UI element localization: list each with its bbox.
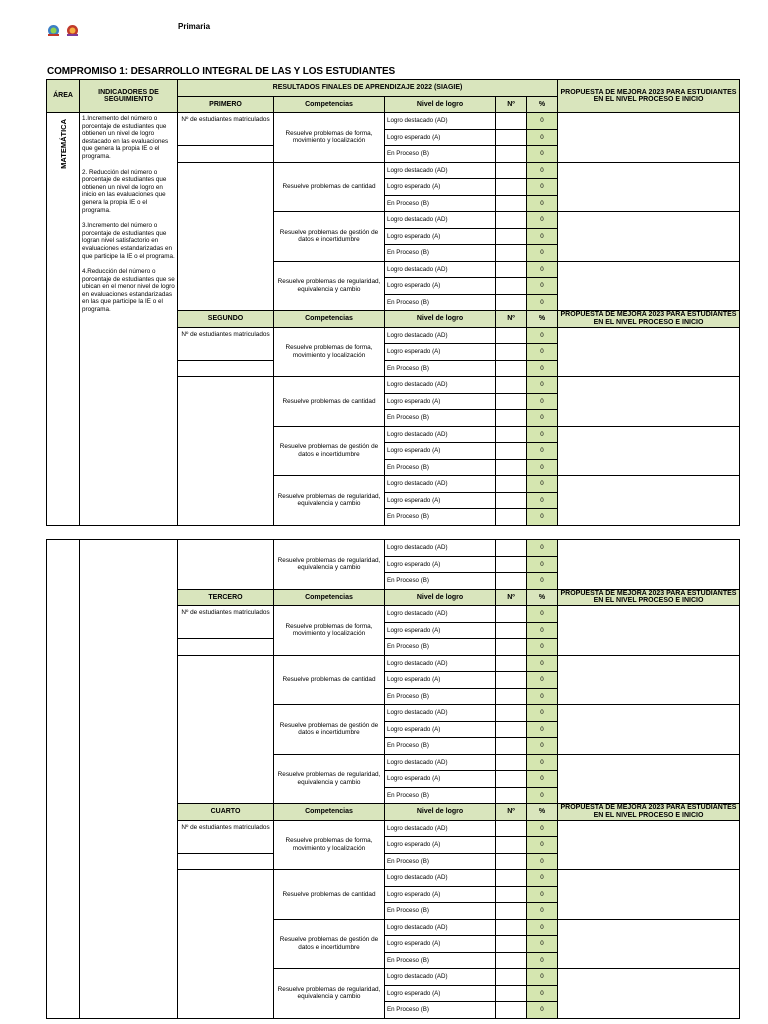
n-header: Nº xyxy=(496,96,527,113)
level-label: En Proceso (B) xyxy=(385,573,496,590)
area-cell xyxy=(47,540,80,1019)
percent-cell: 0 xyxy=(527,129,558,146)
count-cell[interactable] xyxy=(496,573,527,590)
level-label: Logro esperado (A) xyxy=(385,886,496,903)
grade-spacer-cell xyxy=(178,540,274,590)
proposal-cell[interactable] xyxy=(558,919,740,969)
level-label: En Proceso (B) xyxy=(385,410,496,427)
competency-label: Resuelve problemas de regularidad, equivalencia y cambio xyxy=(274,476,385,526)
count-cell[interactable] xyxy=(496,426,527,443)
proposal-header: PROPUESTA DE MEJORA 2023 PARA ESTUDIANTES EN EL NIVEL PROCESO E INICIO xyxy=(558,804,740,821)
level-label: Logro destacado (AD) xyxy=(385,327,496,344)
pct-header: % xyxy=(527,96,558,113)
n-header: Nº xyxy=(496,589,527,606)
count-cell[interactable] xyxy=(496,606,527,623)
count-cell[interactable] xyxy=(496,443,527,460)
count-cell[interactable] xyxy=(496,228,527,245)
competency-label: Resuelve problemas de cantidad xyxy=(274,377,385,427)
level-label: En Proceso (B) xyxy=(385,146,496,163)
count-cell[interactable] xyxy=(496,787,527,804)
school-logo-icon xyxy=(47,24,60,37)
percent-cell: 0 xyxy=(527,787,558,804)
proposal-cell[interactable] xyxy=(558,476,740,526)
enrolled-count-cell[interactable] xyxy=(178,146,274,163)
level-label: Logro destacado (AD) xyxy=(385,606,496,623)
proposal-cell[interactable] xyxy=(558,540,740,590)
count-cell[interactable] xyxy=(496,754,527,771)
percent-cell: 0 xyxy=(527,639,558,656)
count-cell[interactable] xyxy=(496,245,527,262)
percent-cell: 0 xyxy=(527,919,558,936)
percent-cell: 0 xyxy=(527,672,558,689)
nivel-header: Nivel de logro xyxy=(385,311,496,328)
enrolled-count-cell[interactable] xyxy=(178,639,274,656)
table-row xyxy=(47,113,740,130)
level-label: Logro destacado (AD) xyxy=(385,426,496,443)
count-cell[interactable] xyxy=(496,261,527,278)
level-label: Logro esperado (A) xyxy=(385,936,496,953)
count-cell[interactable] xyxy=(496,459,527,476)
level-label: Logro destacado (AD) xyxy=(385,820,496,837)
percent-cell: 0 xyxy=(527,738,558,755)
percent-cell: 0 xyxy=(527,1002,558,1019)
count-cell[interactable] xyxy=(496,113,527,130)
level-label: Logro destacado (AD) xyxy=(385,476,496,493)
competency-label: Resuelve problemas de forma, movimiento y localización xyxy=(274,113,385,163)
percent-cell: 0 xyxy=(527,556,558,573)
level-label: Logro esperado (A) xyxy=(385,837,496,854)
level-label: Logro esperado (A) xyxy=(385,985,496,1002)
enrolled-label: Nº de estudiantes matriculados xyxy=(178,327,274,360)
competencias-header: Competencias xyxy=(274,96,385,113)
competency-label: Resuelve problemas de forma, movimiento y localización xyxy=(274,327,385,377)
count-cell[interactable] xyxy=(496,162,527,179)
enrolled-count-cell[interactable] xyxy=(178,360,274,377)
proposal-cell[interactable] xyxy=(558,426,740,476)
percent-cell: 0 xyxy=(527,443,558,460)
percent-cell: 0 xyxy=(527,622,558,639)
competency-label: Resuelve problemas de cantidad xyxy=(274,870,385,920)
count-cell[interactable] xyxy=(496,672,527,689)
grade-spacer-cell xyxy=(178,870,274,1019)
proposal-header: PROPUESTA DE MEJORA 2023 PARA ESTUDIANTES EN EL NIVEL PROCESO E INICIO xyxy=(558,80,740,113)
count-cell[interactable] xyxy=(496,212,527,229)
competency-label: Resuelve problemas de forma, movimiento y localización xyxy=(274,606,385,656)
level-label: Logro destacado (AD) xyxy=(385,212,496,229)
level-label: En Proceso (B) xyxy=(385,787,496,804)
indicator-text: 1.Incremento del número o porcentaje de estudiantes que obtienen un nivel de logro destacado en las evaluaciones que genera la propia IE o el programa. xyxy=(82,115,169,160)
enrolled-label: Nº de estudiantes matriculados xyxy=(178,820,274,853)
count-cell[interactable] xyxy=(496,622,527,639)
competency-label: Resuelve problemas de forma, movimiento y localización xyxy=(274,820,385,870)
area-label: MATEMÁTICA xyxy=(58,119,68,169)
level-label: En Proceso (B) xyxy=(385,952,496,969)
level-label: En Proceso (B) xyxy=(385,853,496,870)
count-cell[interactable] xyxy=(496,492,527,509)
count-cell[interactable] xyxy=(496,195,527,212)
level-label: En Proceso (B) xyxy=(385,639,496,656)
level-label: Logro esperado (A) xyxy=(385,344,496,361)
n-header: Nº xyxy=(496,804,527,821)
level-label: Logro destacado (AD) xyxy=(385,377,496,394)
indicator-text: 4.Reducción del número o porcentaje de estudiantes que se ubican en el menor nivel de logro en evaluaciones estandarizadas en las que participe la IE o el programa. xyxy=(82,268,175,314)
header-logos xyxy=(47,24,87,38)
proposal-cell[interactable] xyxy=(558,705,740,755)
level-label: Logro destacado (AD) xyxy=(385,754,496,771)
count-cell[interactable] xyxy=(496,820,527,837)
enrolled-count-cell[interactable] xyxy=(178,853,274,870)
count-cell[interactable] xyxy=(496,360,527,377)
level-label: Logro esperado (A) xyxy=(385,672,496,689)
level-label: Logro destacado (AD) xyxy=(385,969,496,986)
level-label: En Proceso (B) xyxy=(385,195,496,212)
level-label: Logro destacado (AD) xyxy=(385,540,496,557)
proposal-header: PROPUESTA DE MEJORA 2023 PARA ESTUDIANTES EN EL NIVEL PROCESO E INICIO xyxy=(558,589,740,606)
proposal-cell[interactable] xyxy=(558,870,740,920)
percent-cell: 0 xyxy=(527,655,558,672)
percent-cell: 0 xyxy=(527,393,558,410)
level-label: En Proceso (B) xyxy=(385,245,496,262)
level-label: En Proceso (B) xyxy=(385,903,496,920)
proposal-cell[interactable] xyxy=(558,754,740,804)
count-cell[interactable] xyxy=(496,146,527,163)
proposal-cell[interactable] xyxy=(558,655,740,705)
area-cell xyxy=(47,113,80,526)
count-cell[interactable] xyxy=(496,129,527,146)
page-title: COMPROMISO 1: DESARROLLO INTEGRAL DE LAS Y LOS ESTUDIANTES xyxy=(47,66,396,77)
indicator-text: 2. Reducción del número o porcentaje de estudiantes que obtienen un nivel de logro en inicio en las evaluaciones que genera la propia IE o el programa. xyxy=(82,168,167,214)
level-label: En Proceso (B) xyxy=(385,738,496,755)
grade-label: SEGUNDO xyxy=(178,311,274,328)
proposal-cell[interactable] xyxy=(558,377,740,427)
count-cell[interactable] xyxy=(496,639,527,656)
proposal-cell[interactable] xyxy=(558,113,740,163)
level-label: Logro destacado (AD) xyxy=(385,113,496,130)
count-cell[interactable] xyxy=(496,1002,527,1019)
percent-cell: 0 xyxy=(527,476,558,493)
percent-cell: 0 xyxy=(527,771,558,788)
level-label: En Proceso (B) xyxy=(385,509,496,526)
percent-cell: 0 xyxy=(527,721,558,738)
percent-cell: 0 xyxy=(527,985,558,1002)
nivel-header: Nivel de logro xyxy=(385,96,496,113)
percent-cell: 0 xyxy=(527,410,558,427)
percent-cell: 0 xyxy=(527,573,558,590)
count-cell[interactable] xyxy=(496,377,527,394)
proposal-cell[interactable] xyxy=(558,969,740,1019)
grade-spacer-cell xyxy=(178,655,274,804)
count-cell[interactable] xyxy=(496,738,527,755)
indicators-cell xyxy=(80,540,178,1019)
enrolled-label: Nº de estudiantes matriculados xyxy=(178,606,274,639)
count-cell[interactable] xyxy=(496,655,527,672)
level-label: Logro esperado (A) xyxy=(385,278,496,295)
results-header: RESULTADOS FINALES DE APRENDIZAJE 2022 (SIAGIE) xyxy=(178,80,558,97)
count-cell[interactable] xyxy=(496,540,527,557)
count-cell[interactable] xyxy=(496,344,527,361)
level-label: Logro esperado (A) xyxy=(385,721,496,738)
percent-cell: 0 xyxy=(527,459,558,476)
percent-cell: 0 xyxy=(527,294,558,311)
count-cell[interactable] xyxy=(496,721,527,738)
count-cell[interactable] xyxy=(496,903,527,920)
level-label: Logro esperado (A) xyxy=(385,393,496,410)
count-cell[interactable] xyxy=(496,705,527,722)
count-cell[interactable] xyxy=(496,179,527,196)
table-top-header xyxy=(47,80,740,97)
results-table-page-1 xyxy=(46,79,740,526)
pct-header: % xyxy=(527,311,558,328)
count-cell[interactable] xyxy=(496,985,527,1002)
count-cell[interactable] xyxy=(496,936,527,953)
grade-label: TERCERO xyxy=(178,589,274,606)
percent-cell: 0 xyxy=(527,952,558,969)
percent-cell: 0 xyxy=(527,426,558,443)
percent-cell: 0 xyxy=(527,228,558,245)
level-label: Logro esperado (A) xyxy=(385,129,496,146)
percent-cell: 0 xyxy=(527,278,558,295)
count-cell[interactable] xyxy=(496,919,527,936)
percent-cell: 0 xyxy=(527,261,558,278)
percent-cell: 0 xyxy=(527,344,558,361)
percent-cell: 0 xyxy=(527,606,558,623)
percent-cell: 0 xyxy=(527,754,558,771)
count-cell[interactable] xyxy=(496,952,527,969)
level-label: Logro esperado (A) xyxy=(385,556,496,573)
count-cell[interactable] xyxy=(496,327,527,344)
count-cell[interactable] xyxy=(496,870,527,887)
n-header: Nº xyxy=(496,311,527,328)
competency-label: Resuelve problemas de cantidad xyxy=(274,162,385,212)
percent-cell: 0 xyxy=(527,688,558,705)
percent-cell: 0 xyxy=(527,853,558,870)
percent-cell: 0 xyxy=(527,113,558,130)
percent-cell: 0 xyxy=(527,969,558,986)
nivel-header: Nivel de logro xyxy=(385,804,496,821)
level-label: En Proceso (B) xyxy=(385,294,496,311)
proposal-cell[interactable] xyxy=(558,820,740,870)
indicators-cell xyxy=(80,113,178,526)
level-label: En Proceso (B) xyxy=(385,1002,496,1019)
level-label: Logro esperado (A) xyxy=(385,622,496,639)
count-cell[interactable] xyxy=(496,688,527,705)
level-label: Logro destacado (AD) xyxy=(385,162,496,179)
level-label: En Proceso (B) xyxy=(385,360,496,377)
results-table-page-2 xyxy=(46,539,740,1019)
count-cell[interactable] xyxy=(496,556,527,573)
percent-cell: 0 xyxy=(527,327,558,344)
level-label: Logro destacado (AD) xyxy=(385,705,496,722)
competencias-header: Competencias xyxy=(274,804,385,821)
level-label: Logro esperado (A) xyxy=(385,771,496,788)
level-label: Logro destacado (AD) xyxy=(385,261,496,278)
percent-cell: 0 xyxy=(527,870,558,887)
count-cell[interactable] xyxy=(496,278,527,295)
percent-cell: 0 xyxy=(527,509,558,526)
competencias-header: Competencias xyxy=(274,589,385,606)
count-cell[interactable] xyxy=(496,771,527,788)
count-cell[interactable] xyxy=(496,294,527,311)
level-label: Logro destacado (AD) xyxy=(385,919,496,936)
enrolled-label: Nº de estudiantes matriculados xyxy=(178,113,274,146)
level-label: Logro esperado (A) xyxy=(385,443,496,460)
table-row xyxy=(47,540,740,557)
indicator-text: 3.Incremento del número o porcentaje de estudiantes que logran nivel satisfactorio en evaluaciones estandarizadas en que participe la IE o el programa. xyxy=(82,222,175,260)
sheet-page-2 xyxy=(46,544,740,1024)
percent-cell: 0 xyxy=(527,146,558,163)
percent-cell: 0 xyxy=(527,360,558,377)
grade-label: PRIMERO xyxy=(178,96,274,113)
level-label: Logro esperado (A) xyxy=(385,179,496,196)
competency-label: Resuelve problemas de regularidad, equivalencia y cambio xyxy=(274,261,385,311)
percent-cell: 0 xyxy=(527,492,558,509)
percent-cell: 0 xyxy=(527,245,558,262)
count-cell[interactable] xyxy=(496,969,527,986)
grade-spacer-cell xyxy=(178,162,274,311)
proposal-cell[interactable] xyxy=(558,327,740,377)
area-header: ÁREA xyxy=(47,80,80,113)
competency-label: Resuelve problemas de cantidad xyxy=(274,655,385,705)
grade-spacer-cell xyxy=(178,377,274,526)
competency-label: Resuelve problemas de gestión de datos e incertidumbre xyxy=(274,426,385,476)
competency-label: Resuelve problemas de gestión de datos e incertidumbre xyxy=(274,705,385,755)
level-label: Logro destacado (AD) xyxy=(385,655,496,672)
count-cell[interactable] xyxy=(496,410,527,427)
count-cell[interactable] xyxy=(496,853,527,870)
percent-cell: 0 xyxy=(527,377,558,394)
percent-cell: 0 xyxy=(527,886,558,903)
count-cell[interactable] xyxy=(496,886,527,903)
competency-label: Resuelve problemas de gestión de datos e incertidumbre xyxy=(274,212,385,262)
competency-label: Resuelve problemas de gestión de datos e incertidumbre xyxy=(274,919,385,969)
count-cell[interactable] xyxy=(496,837,527,854)
proposal-cell[interactable] xyxy=(558,606,740,656)
competency-label: Resuelve problemas de regularidad, equivalencia y cambio xyxy=(274,754,385,804)
pct-header: % xyxy=(527,804,558,821)
count-cell[interactable] xyxy=(496,393,527,410)
competencias-header: Competencias xyxy=(274,311,385,328)
level-label: Logro esperado (A) xyxy=(385,228,496,245)
competency-label: Resuelve problemas de regularidad, equivalencia y cambio xyxy=(274,969,385,1019)
percent-cell: 0 xyxy=(527,540,558,557)
percent-cell: 0 xyxy=(527,903,558,920)
count-cell[interactable] xyxy=(496,509,527,526)
sheet-page-1 xyxy=(46,79,740,521)
education-level: Primaria xyxy=(178,22,211,31)
percent-cell: 0 xyxy=(527,837,558,854)
grade-label: CUARTO xyxy=(178,804,274,821)
proposal-cell[interactable] xyxy=(558,162,740,212)
percent-cell: 0 xyxy=(527,162,558,179)
proposal-cell[interactable] xyxy=(558,212,740,262)
percent-cell: 0 xyxy=(527,179,558,196)
institution-seal-icon xyxy=(66,24,79,37)
percent-cell: 0 xyxy=(527,212,558,229)
count-cell[interactable] xyxy=(496,476,527,493)
percent-cell: 0 xyxy=(527,936,558,953)
indicators-header: INDICADORES DE SEGUIMIENTO xyxy=(80,80,178,113)
proposal-header: PROPUESTA DE MEJORA 2023 PARA ESTUDIANTES EN EL NIVEL PROCESO E INICIO xyxy=(558,311,740,328)
percent-cell: 0 xyxy=(527,195,558,212)
competency-label: Resuelve problemas de regularidad, equivalencia y cambio xyxy=(274,540,385,590)
level-label: En Proceso (B) xyxy=(385,459,496,476)
percent-cell: 0 xyxy=(527,820,558,837)
proposal-cell[interactable] xyxy=(558,261,740,311)
pct-header: % xyxy=(527,589,558,606)
percent-cell: 0 xyxy=(527,705,558,722)
level-label: En Proceso (B) xyxy=(385,688,496,705)
nivel-header: Nivel de logro xyxy=(385,589,496,606)
level-label: Logro destacado (AD) xyxy=(385,870,496,887)
level-label: Logro esperado (A) xyxy=(385,492,496,509)
